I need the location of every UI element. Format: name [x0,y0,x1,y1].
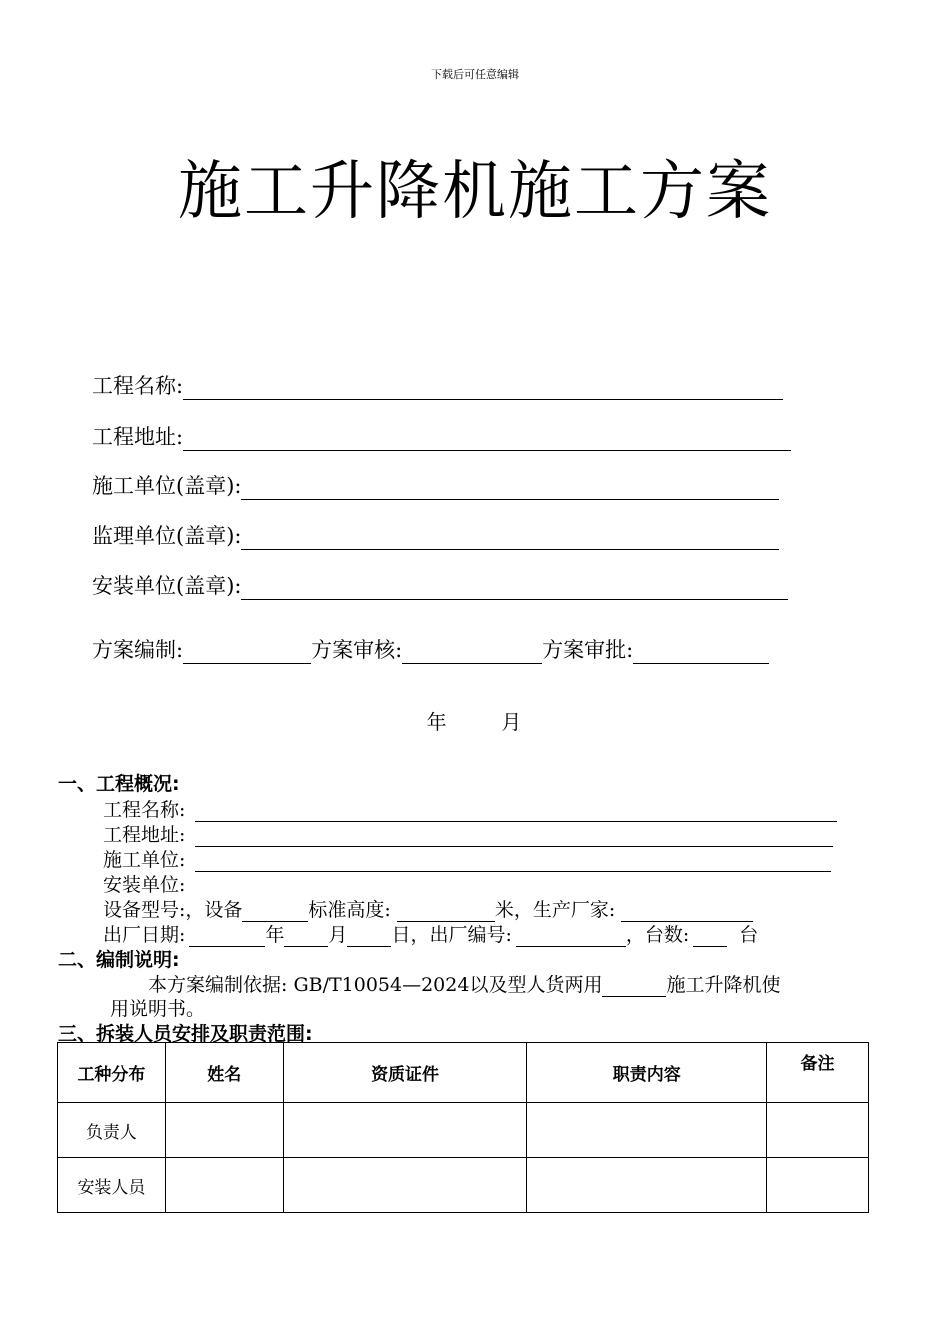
s1-construction-unit-label: 施工单位: [103,849,186,871]
s1-device-row [103,895,753,922]
s1-project-name-label: 工程名称: [103,799,186,821]
cover-installation-unit-field[interactable] [241,579,788,600]
cover-installation-unit-row [92,570,788,600]
s1-project-name-row [103,795,837,822]
cover-supervision-unit-row [92,520,779,550]
s2-text-b: 施工升降机使 [666,974,781,996]
plan-compiled-field[interactable] [183,643,311,664]
cover-supervision-unit-field[interactable] [241,529,779,550]
cell-duties[interactable] [527,1158,767,1213]
section3-heading: 三、拆装人员安排及职责范围: [58,1023,313,1045]
cover-project-name-label: 工程名称: [92,374,184,398]
document-title: 施工升降机施工方案 [178,155,772,229]
s1-device-model-label: 设备型号:，设备 [103,899,243,921]
s1-production-year-field[interactable] [189,929,265,947]
s1-production-month-field[interactable] [284,929,328,947]
s1-construction-unit-row [103,845,831,872]
section1-heading: 一、工程概况: [58,773,180,795]
s1-month-label: 月 [328,924,348,946]
s1-construction-unit-field[interactable] [195,854,831,872]
cell-name[interactable] [165,1158,283,1213]
plan-reviewed-field[interactable] [402,643,542,664]
cell-trade: 安装人员 [58,1158,166,1213]
s1-installation-unit-row [103,870,185,897]
cover-project-address-field[interactable] [183,430,791,451]
cell-remarks[interactable] [767,1158,869,1213]
s1-project-address-row [103,820,833,847]
plan-reviewed-label: 方案审核: [311,638,403,662]
table-row [58,1103,869,1158]
s2-text-a: 本方案编制依据: GB/T10054—2024以及型人货两用 [148,974,603,996]
cell-name[interactable] [165,1103,283,1158]
s1-production-row [103,920,758,947]
cell-remarks[interactable] [767,1103,869,1158]
cell-duties[interactable] [527,1103,767,1158]
cover-supervision-unit-label: 监理单位(盖章): [92,524,242,548]
plan-approved-label: 方案审批: [542,638,634,662]
staff-table [57,1042,869,1213]
header-note: 下载后可任意编辑 [431,68,519,81]
cover-date-month: 月 [501,710,524,734]
col-header-duties: 职责内容 [527,1043,767,1103]
cover-date [0,706,950,735]
s1-year-label: 年 [265,924,285,946]
table-row [58,1158,869,1213]
s2-model-field[interactable] [602,979,666,997]
cover-construction-unit-field[interactable] [241,479,779,500]
cover-signoff-row [92,634,769,664]
plan-compiled-label: 方案编制: [92,638,184,662]
col-header-trade: 工种分布 [58,1043,166,1103]
s1-manufacturer-label: 米，生产厂家: [494,899,616,921]
s1-unit-label: 台 [739,924,759,946]
s1-standard-height-label: 标准高度: [308,899,391,921]
staff-table-header-row [58,1043,869,1103]
cover-project-name-field[interactable] [183,379,783,400]
cell-trade: 负责人 [58,1103,166,1158]
s1-project-address-label: 工程地址: [103,824,186,846]
cover-date-year: 年 [426,710,449,734]
cover-construction-unit-row [92,470,779,500]
cover-construction-unit-label: 施工单位(盖章): [92,474,242,498]
cell-certificate[interactable] [283,1158,527,1213]
s1-serial-label: 日，出厂编号: [391,924,512,946]
s1-count-label: ，台数: [625,924,690,946]
s1-count-field[interactable] [693,929,727,947]
cell-certificate[interactable] [283,1103,527,1158]
s1-production-date-label: 出厂日期: [103,924,186,946]
cover-installation-unit-label: 安装单位(盖章): [92,574,242,598]
col-header-remarks: 备注 [767,1043,869,1103]
cover-project-name-row [92,370,783,400]
s1-production-day-field[interactable] [347,929,391,947]
plan-approved-field[interactable] [633,643,769,664]
section2-heading: 二、编制说明: [58,949,180,971]
s1-serial-field[interactable] [516,929,626,947]
cover-project-address-label: 工程地址: [92,425,184,449]
s1-installation-unit-label: 安装单位: [103,874,186,896]
col-header-name: 姓名 [165,1043,283,1103]
col-header-certificate: 资质证件 [283,1043,527,1103]
cover-project-address-row [92,421,791,451]
s2-text-line1 [148,970,780,997]
s2-text-line2: 用说明书。 [110,998,206,1020]
